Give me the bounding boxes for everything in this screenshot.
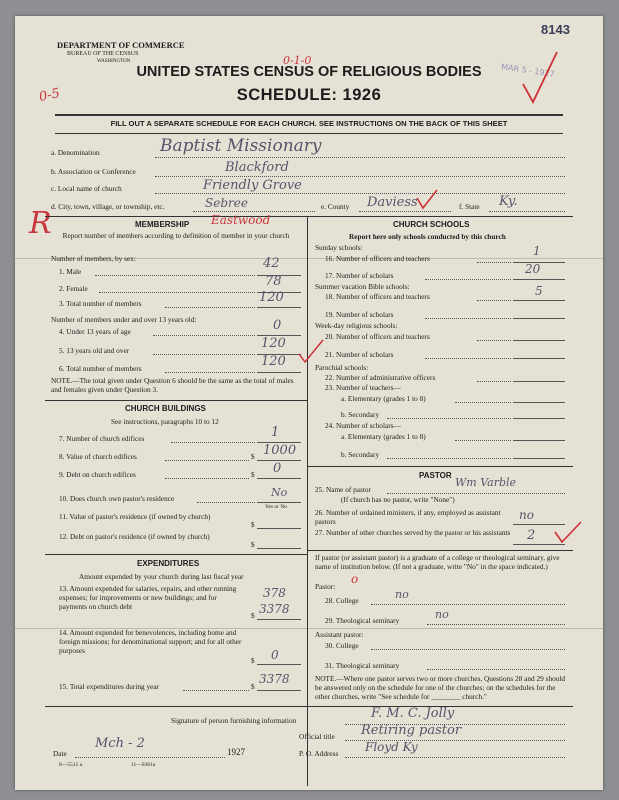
- church-name-value: Friendly Grove: [203, 178, 302, 193]
- q24a-leader: [455, 440, 511, 441]
- q1-value: 42: [263, 256, 280, 271]
- q9-dollar: $: [251, 470, 255, 479]
- header-rule: [55, 114, 563, 116]
- q28-line: [371, 604, 565, 605]
- q15-label: 15. Total expenditures during year: [59, 682, 160, 691]
- q17-value: 20: [525, 262, 541, 276]
- received-date-stamp: MAR 5 - 1927: [500, 62, 556, 79]
- state-value: Ky.: [499, 194, 518, 209]
- q24a-answer-line: [513, 440, 565, 441]
- q24b-answer-line: [513, 458, 565, 459]
- q9-answer-line: [257, 478, 301, 479]
- q28-value: no: [395, 588, 409, 601]
- red-check-mark-icon: [297, 338, 325, 364]
- q6-value: 120: [261, 354, 286, 369]
- q16-label: 16. Number of officers and teachers: [325, 254, 430, 263]
- date-year: 1927: [227, 747, 245, 757]
- department-name: DEPARTMENT OF COMMERCE: [57, 40, 185, 50]
- q14-label: 14. Amount expended for benevolences, including home and foreign missions; for denominational support; and for all other purposes: [59, 628, 242, 655]
- q14-value: 0: [271, 648, 279, 662]
- q17-answer-line: [513, 279, 565, 280]
- q29-line: [427, 624, 565, 625]
- q30-line: [371, 649, 565, 650]
- section-rule: [307, 550, 573, 551]
- section-rule: [45, 400, 307, 401]
- q14-answer-line: [257, 664, 301, 665]
- q16-value: 1: [533, 244, 541, 258]
- q10-label: 10. Does church own pastor's residence: [59, 494, 175, 503]
- membership-intro: Report number of members according to definition of member in your church: [62, 231, 290, 240]
- address-line: [345, 757, 565, 758]
- q16-leader: [477, 262, 511, 263]
- q23b-label: b. Secondary: [341, 410, 380, 419]
- q29-label: 29. Theological seminary: [325, 616, 400, 625]
- q12-dollar: $: [251, 540, 255, 549]
- signature-value: F. M. C. Jolly: [371, 706, 455, 721]
- q26-value: no: [519, 508, 534, 522]
- sex-label: Number of members, by sex:: [51, 254, 136, 263]
- q25-value: Wm Varble: [455, 476, 517, 489]
- city-line: [193, 211, 315, 212]
- q5-value: 120: [261, 336, 286, 351]
- q29-value: no: [435, 608, 449, 621]
- membership-red-note: Eastwood: [211, 213, 271, 227]
- q8-label: 8. Value of church edifices: [59, 452, 137, 461]
- q5-label: 5. 13 years old and over: [59, 346, 130, 355]
- association-label: b. Association or Conference: [51, 167, 136, 176]
- pastor-label: Pastor:: [315, 582, 336, 591]
- q19-label: 19. Number of scholars: [325, 310, 394, 319]
- form-title: UNITED STATES CENSUS OF RELIGIOUS BODIES: [136, 64, 482, 80]
- q28-label: 28. College: [325, 596, 359, 605]
- membership-note: NOTE.—The total given under Question 6 should be the same as the total of males and females given under Question 3.: [51, 376, 294, 394]
- state-label: f. State: [459, 202, 480, 211]
- q22-leader: [477, 381, 511, 382]
- q2-label: 2. Female: [59, 284, 88, 293]
- address-label: P. O. Address: [299, 749, 339, 758]
- q6-answer-line: [257, 372, 301, 373]
- q20-leader: [477, 340, 511, 341]
- q13-total-value: 3378: [259, 602, 290, 616]
- q23a-label: a. Elementary (grades 1 to 8): [341, 394, 426, 403]
- red-check-mark-icon: [553, 520, 583, 544]
- q17-leader: [425, 279, 511, 280]
- q27-answer-line: [513, 544, 565, 545]
- q10-value: No: [271, 486, 288, 499]
- q8-dollar: $: [251, 452, 255, 461]
- section-rule: [307, 466, 573, 467]
- schools-heading: CHURCH SCHOOLS: [393, 220, 470, 229]
- q3-answer-line: [257, 307, 301, 308]
- q2-leader: [99, 292, 255, 293]
- city-label: d. City, town, village, or township, etc.: [51, 202, 165, 211]
- denomination-line: [155, 157, 565, 158]
- q15-leader: [183, 690, 249, 691]
- association-value: Blackford: [225, 160, 289, 175]
- bureau-name: BUREAU OF THE CENSUS: [67, 51, 139, 57]
- q1-label: 1. Male: [59, 267, 82, 276]
- date-label: Date: [53, 749, 67, 758]
- q11-dollar: $: [251, 520, 255, 529]
- q15-value: 3378: [259, 672, 290, 686]
- age-label: Number of members under and over 13 years old:: [51, 315, 197, 324]
- q23-label: 23. Number of teachers—: [325, 383, 401, 392]
- q4-leader: [153, 335, 255, 336]
- q23a-leader: [455, 402, 511, 403]
- expenditures-sub: Amount expended by your church during last fiscal year: [79, 572, 244, 581]
- q18-label: 18. Number of officers and teachers: [325, 292, 430, 301]
- section-rule: [45, 554, 307, 555]
- sunday-label: Sunday schools:: [315, 243, 363, 252]
- association-line: [155, 176, 565, 177]
- q3-value: 120: [259, 290, 284, 305]
- q27-label: 27. Number of other churches served by the pastor or his assistants: [315, 528, 511, 537]
- section-rule: [45, 706, 573, 707]
- q8-leader: [165, 460, 249, 461]
- q23b-answer-line: [513, 418, 565, 419]
- q1-leader: [95, 275, 255, 276]
- city-value: Sebree: [205, 196, 248, 210]
- q13-value: 378: [263, 586, 286, 600]
- q3-label: 3. Total number of members: [59, 299, 142, 308]
- q21-answer-line: [513, 358, 565, 359]
- q24a-label: a. Elementary (grades 1 to 8): [341, 432, 426, 441]
- q25-label: 25. Name of pastor: [315, 485, 371, 494]
- section-rule: [45, 216, 573, 217]
- q18-leader: [477, 300, 511, 301]
- vacation-label: Summer vacation Bible schools:: [315, 282, 410, 291]
- red-check-mark-icon: [521, 50, 561, 106]
- red-check-mark-icon: [415, 188, 439, 210]
- official-title-value: Retiring pastor: [361, 723, 462, 738]
- q24b-label: b. Secondary: [341, 450, 380, 459]
- q9-label: 9. Debt on church edifices: [59, 470, 136, 479]
- q22-answer-line: [513, 381, 565, 382]
- q21-label: 21. Number of scholars: [325, 350, 394, 359]
- date-line: [75, 757, 225, 758]
- pastor-red-mark: o: [351, 572, 359, 586]
- q31-label: 31. Theological seminary: [325, 661, 400, 670]
- q4-label: 4. Under 13 years of age: [59, 327, 131, 336]
- q15-answer-line: [257, 690, 301, 691]
- q5-leader: [153, 354, 255, 355]
- parochial-label: Parochial schools:: [315, 363, 369, 372]
- q9-value: 0: [273, 461, 282, 476]
- q7-label: 7. Number of church edifices: [59, 434, 145, 443]
- q24-label: 24. Number of scholars—: [325, 421, 401, 430]
- q11-label: 11. Value of pastor's residence (if owned by church): [59, 512, 211, 521]
- q7-value: 1: [271, 425, 280, 440]
- expenditures-heading: EXPENDITURES: [137, 559, 200, 568]
- denomination-value: Baptist Missionary: [160, 136, 322, 156]
- q20-answer-line: [513, 340, 565, 341]
- q15-dollar: $: [251, 682, 255, 691]
- red-r-mark: R: [29, 206, 52, 241]
- city-name: WASHINGTON: [97, 59, 131, 64]
- buildings-sub: See instructions, paragraphs 10 to 12: [111, 417, 219, 426]
- q10-answer-line: [257, 502, 301, 503]
- graduate-note: If pastor (or assistant pastor) is a graduate of a college or theological seminary, give name of institution below. (If not a graduate, write "No" in the space indicated.): [315, 553, 560, 571]
- membership-heading: MEMBERSHIP: [135, 220, 190, 229]
- instruction-line: FILL OUT A SEPARATE SCHEDULE FOR EACH CHURCH. SEE INSTRUCTIONS ON THE BACK OF THIS SHEET: [110, 119, 508, 128]
- weekday-label: Week-day religious schools:: [315, 321, 398, 330]
- q21-leader: [425, 358, 511, 359]
- q23b-leader: [387, 418, 511, 419]
- q20-label: 20. Number of officers and teachers: [325, 332, 430, 341]
- q13-answer-line: [257, 619, 301, 620]
- address-value: Floyd Ky: [365, 740, 418, 754]
- pastor-heading: PASTOR: [419, 471, 452, 480]
- pastor-note: NOTE.—Where one pastor serves two or more churches, Questions 28 and 29 should be answered only on the schedule for one of the churches; on the schedules for the other churches, write "See schedule for ________ church.": [315, 674, 566, 701]
- q12-label: 12. Debt on pastor's residence (if owned by church): [59, 532, 210, 541]
- q25-line: [387, 493, 565, 494]
- buildings-heading: CHURCH BUILDINGS: [125, 404, 206, 413]
- q10-leader: [197, 502, 255, 503]
- q6-leader: [165, 372, 255, 373]
- serial-number: 8143: [541, 22, 570, 37]
- q8-value: 1000: [263, 443, 297, 458]
- q18-value: 5: [535, 284, 543, 298]
- code-left: 0-5: [37, 85, 62, 106]
- q2-value: 78: [265, 274, 282, 289]
- official-title-label: Official title: [299, 732, 335, 741]
- county-line: [359, 211, 451, 212]
- church-name-label: c. Local name of church: [51, 184, 122, 193]
- q18-answer-line: [513, 300, 565, 301]
- schools-intro: Report here only schools conducted by this church: [349, 232, 506, 241]
- q13-label: 13. Amount expended for salaries, repairs, and other running expenses; for improvements or new buildings; and for payments on church debt: [59, 584, 237, 611]
- county-value: Daviess: [367, 195, 418, 210]
- q13-dollar: $: [251, 611, 255, 620]
- q30-label: 30. College: [325, 641, 359, 650]
- q22-label: 22. Number of administrative officers: [325, 373, 436, 382]
- county-label: e. County: [321, 202, 350, 211]
- q11-answer-line: [257, 528, 301, 529]
- state-line: [489, 211, 565, 212]
- q31-line: [427, 669, 565, 670]
- signature-label: Signature of person furnishing information: [171, 716, 297, 725]
- q17-label: 17. Number of scholars: [325, 271, 394, 280]
- q12-answer-line: [257, 548, 301, 549]
- code-top: 0-1-0: [283, 54, 312, 67]
- q9-leader: [165, 478, 249, 479]
- q6-label: 6. Total number of members: [59, 364, 142, 373]
- schedule-title: SCHEDULE: 1926: [236, 86, 382, 104]
- q14-dollar: $: [251, 656, 255, 665]
- q19-leader: [425, 318, 511, 319]
- q23a-answer-line: [513, 402, 565, 403]
- q25-note: (If church has no pastor, write "None"): [341, 495, 455, 504]
- denomination-label: a. Denomination: [51, 148, 100, 157]
- yes-no-hint: Yes or No: [265, 504, 288, 510]
- instruction-rule: [55, 133, 563, 134]
- column-divider: [307, 216, 308, 786]
- q7-leader: [171, 442, 255, 443]
- print-number: 11—0381a: [131, 762, 156, 768]
- q19-answer-line: [513, 318, 565, 319]
- q3-leader: [165, 307, 255, 308]
- q26-label: 26. Number of ordained ministers, if any, employed as assistant pastors: [315, 508, 501, 526]
- q4-value: 0: [273, 318, 282, 333]
- q27-value: 2: [527, 528, 536, 543]
- date-value: Mch - 2: [95, 736, 145, 751]
- assistant-label: Assistant pastor:: [315, 630, 364, 639]
- census-schedule-paper: [15, 16, 603, 790]
- q24b-leader: [387, 458, 511, 459]
- form-number: 8—5515 a: [59, 762, 83, 768]
